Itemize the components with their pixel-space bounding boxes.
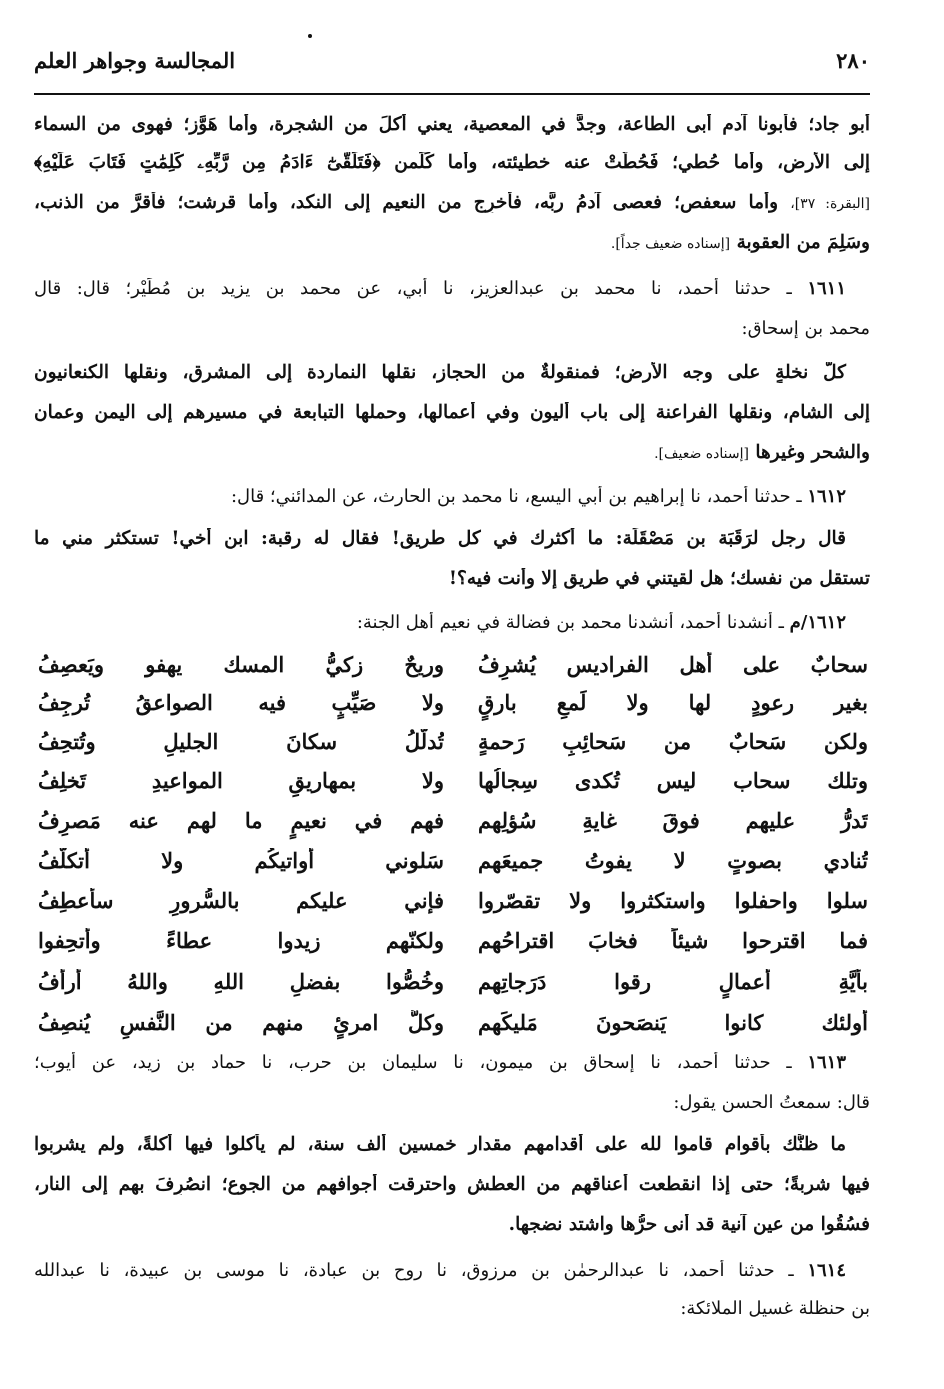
hadith-number: ١٦١١: [807, 278, 846, 299]
poem-first-hemistich: بغير رعودٍ لها ولا لَمعِ بارقٍ: [478, 690, 868, 715]
isnad-line: [34, 486, 870, 507]
poem-first-hemistich: سحابٌ على أهل الفراديس يُشرِفُ: [478, 652, 868, 677]
poem-second-hemistich: وخُصُّوا بفضلِ اللهِ واللهُ أرأفُ: [38, 969, 444, 994]
poem-first-hemistich: سلوا واحفلوا واستكثروا ولا تقصّروا: [478, 888, 868, 913]
text-line: [34, 232, 870, 253]
text-line: أبو جاد؛ فأبونا آدم أبى الطاعة، وجدَّ في المعصية، يعني أكلَ من الشجرة، وأما هَوَّز؛ فهوى من السماء: [34, 114, 870, 135]
text-segment: والشحر وغيرها: [755, 442, 870, 463]
matn-line: تستقل من نفسك؛ هل لقيتني في طريق إلا وأنت فيه؟!: [448, 568, 870, 589]
poem-second-hemistich: وكلُّ امرئٍ منهم من النَّفسِ يُنصِفُ: [38, 1010, 444, 1035]
poem-first-hemistich: فما اقترحوا شيئاً فخابَ اقتراحُهم: [478, 928, 868, 953]
isnad-text: ـ حدثنا أحمد، نا إسحاق بن ميمون، نا سليمان بن حرب، نا حماد بن زيد، عن أيوب؛: [34, 1052, 792, 1073]
poem-second-hemistich: تُدلَّلُ سكانَ الجليلِ وتُتحِفُ: [38, 729, 444, 754]
poem-second-hemistich: فهم في نعيمٍ ما لهم عنه مَصرِفُ: [38, 808, 444, 833]
hadith-number: ١٦١٤: [807, 1260, 846, 1281]
matn-line: [34, 442, 870, 463]
poem-second-hemistich: ولا بمهاريقِ المواعيدِ تَخلِفُ: [38, 768, 444, 793]
text-line: إلى الأرض، وأما حُطي؛ فَحُطَّتْ عنه خطيئته، وأما كَلَمن ﴿فَتَلَقَّىٰٓ ءَادَمُ مِن رَّبِّهِۦ كَلِمَٰتٍ فَتَابَ عَلَيْهِ﴾: [34, 152, 870, 173]
isnad-text: ـ حدثنا أحمد، نا محمد بن عبدالعزيز، نا أبي، عن محمد بن يزيد بن مُطَيْر؛ قال: قال: [34, 278, 792, 299]
isnad-line: محمد بن إسحاق:: [741, 318, 870, 339]
grading-note: [إسناده ضعيف جداً].: [610, 236, 731, 252]
isnad-line: قال: سمعتُ الحسن يقول:: [673, 1092, 870, 1113]
poem-first-hemistich: ولكن سَحابٌ من سَحائِبِ رَحمةٍ: [478, 729, 868, 754]
matn-line: فسُقُوا من عين آنية قد أنى حرُّها واشتد نضجها.: [508, 1214, 870, 1235]
poem-first-hemistich: وتلك سحاب ليس تُكدى سِجالُها: [478, 768, 868, 793]
page-header: [34, 40, 870, 80]
isnad-line: [34, 278, 870, 299]
text-line: [34, 192, 870, 213]
poem-second-hemistich: فإني عليكم بالسُّرورِ سأعطِفُ: [38, 888, 444, 913]
isnad-text: ـ أنشدنا أحمد، أنشدنا محمد بن فضالة في نعيم أهل الجنة:: [356, 612, 784, 633]
header-rule: [34, 93, 870, 95]
page-number: ٢٨٠: [836, 47, 870, 73]
isnad-line: [34, 1260, 870, 1281]
hadith-number: ١٦١٢: [807, 486, 846, 507]
isnad-text: ـ حدثنا أحمد، نا عبدالرحمٰن بن مرزوق، نا روح بن عبادة، نا موسى بن عبيدة، نا عبدالله: [34, 1260, 794, 1281]
isnad-text: ـ حدثنا أحمد، نا إبراهيم بن أبي اليسع، نا محمد بن الحارث، عن المدائني؛ قال:: [230, 486, 802, 507]
poem-first-hemistich: بأيَّةِ أعمالٍ رقوا دَرَجاتِهم: [478, 969, 868, 994]
matn-line: كلُّ نخلةٍ على وجه الأرض؛ فمنقولةٌ من الحجاز، نقلها النماردة إلى المشرق، ونقلها الكنعانيون: [34, 362, 846, 383]
poem-first-hemistich: تَدرُّ عليهم فوقَ غايةِ سُؤلِهم: [478, 808, 868, 833]
matn-line: قال رجل لرَقَبَة بن مَصْقَلَة: ما أكثرك في كل طريق! فقال له رقبة: ابن أخي! تستكثر مني ما: [34, 528, 846, 549]
matn-line: ما ظنُّك بأقوام قاموا لله على أقدامهم مقدار خمسين ألف سنة، لم يأكلوا فيها أكلةً، ولم يشربوا: [34, 1134, 846, 1155]
quran-reference: [البقرة: ٣٧]،: [790, 196, 870, 212]
hadith-number: ١٦١٣: [807, 1052, 846, 1073]
poem-second-hemistich: وريحٌ زكيُّ المسك يهفو ويَعصِفُ: [38, 652, 444, 677]
text-segment: وسَلِمَ من العقوبة: [736, 232, 870, 253]
isnad-line: [34, 1052, 870, 1073]
grading-note: [إسناده ضعيف].: [654, 446, 749, 462]
text-segment: وأما سعفص؛ فعصى آدمُ ربَّه، فأُخرِج من النعيم إلى النكد، وأما قرشت؛ فأقرَّ من الذنب،: [34, 192, 779, 213]
isnad-line: [34, 612, 870, 633]
poem-second-hemistich: ولا صَيِّبٍ فيه الصواعقُ تُرجِفُ: [38, 690, 444, 715]
isnad-line: بن حنظلة غسيل الملائكة:: [680, 1298, 870, 1319]
poem-second-hemistich: سَلوني أُواتيكُم ولا أتكلَّفُ: [38, 848, 444, 873]
poem-second-hemistich: ولكنّهم زيدوا عطاءً وأُتحِفوا: [38, 928, 444, 953]
poem-first-hemistich: أولئك كانوا يَنصَحونَ مَليكَهم: [478, 1010, 868, 1035]
hadith-number: ١٦١٢/م: [789, 612, 846, 633]
matn-line: إلى الشام، ونقلها الفراعنة إلى باب أليون وفي أعمالها، وحملها التبابعة في مسيرهم إلى اليمن وعمان: [34, 402, 870, 423]
running-title: المجالسة وجواهر العلم: [34, 47, 236, 73]
ink-dot: [308, 34, 312, 38]
matn-line: فيها شربةً؛ حتى إذا انقطعت أعناقهم من العطش واحترقت أجوافهم من الجوع؛ انصُرِفَ بهم إلى النار،: [34, 1174, 870, 1195]
poem-first-hemistich: تُنادي بصوتٍ لا يفوتُ جميعَهم: [478, 848, 868, 873]
